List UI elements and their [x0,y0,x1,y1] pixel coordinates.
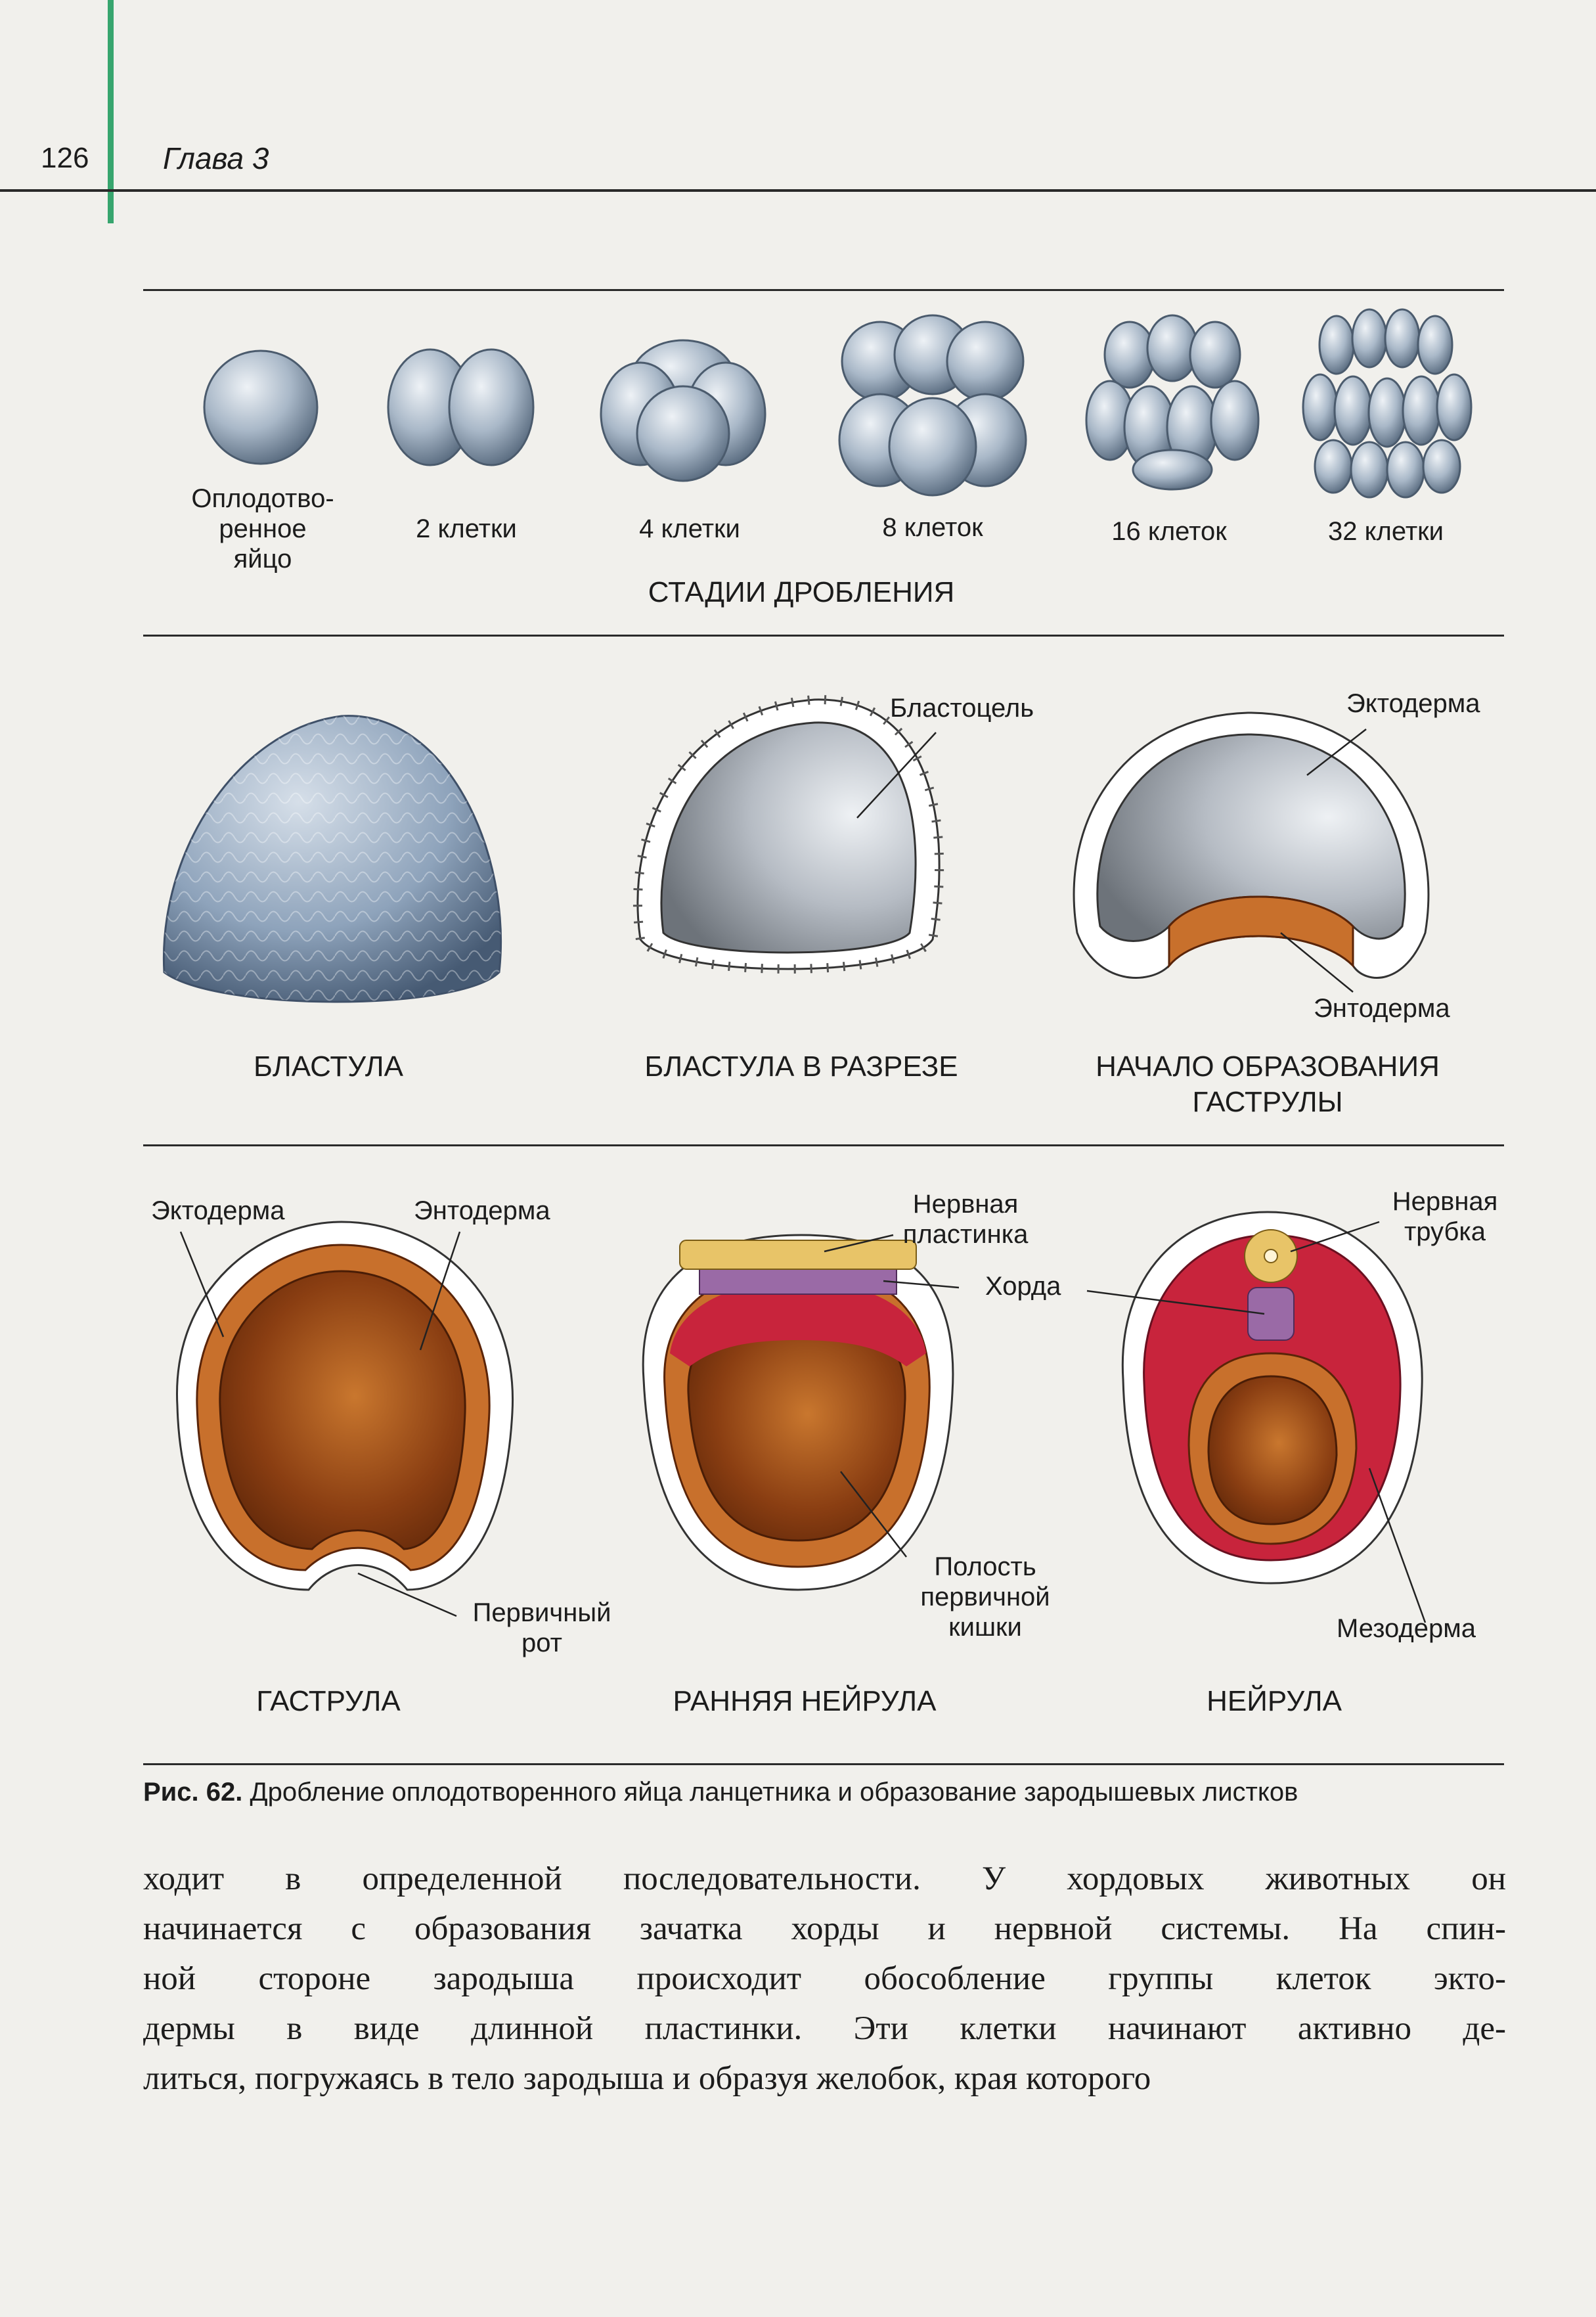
gastrulation-start-title-2: ГАСТРУЛЫ [1192,1086,1343,1118]
four-cells-illustration [601,340,765,481]
stage-label-egg-2: ренное [219,514,307,543]
label-neural-plate-1: Нервная [912,1190,1019,1219]
fertilized-egg-illustration [204,351,317,464]
body-text [143,1854,1506,2103]
label-endoderm-gastrulation: Энтодерма [1314,994,1450,1023]
figure-caption [143,1778,1298,1807]
body-line: начинается с образования зачатка хорды и нервной системы. На спин- [143,1910,1506,1947]
two-cells-illustration [388,349,533,465]
label-primary-gut-2: первичной [920,1583,1050,1611]
chapter-title: Глава 3 [163,141,269,175]
figure-caption-text: Дробление оплодотворенного яйца ланцетника и образование зародышевых листков [250,1778,1298,1807]
thirty-two-cells-illustration [1303,309,1471,497]
label-notochord: Хорда [985,1272,1061,1301]
label-ectoderm-gastrula: Эктодерма [151,1196,285,1225]
label-endoderm-gastrula: Энтодерма [414,1196,550,1225]
figure-number: Рис. 62. [143,1778,243,1807]
body-line: ходит в определенной последовательности. У хордовых животных он [143,1860,1506,1897]
label-neural-plate-2: пластинка [902,1220,1029,1249]
label-primary-mouth-1: Первичный [472,1598,611,1627]
stage-label-32-cells: 32 клетки [1328,517,1444,546]
blastula-illustration [164,716,500,1002]
body-line: ной стороне зародыша происходит обособление группы клеток экто- [143,1960,1506,1997]
blastula-section-title: БЛАСТУЛА В РАЗРЕЗЕ [644,1050,958,1083]
label-primary-gut-1: Полость [934,1552,1036,1581]
stage-label-16-cells: 16 клеток [1111,517,1227,546]
early-neurula-illustration [643,1235,953,1590]
body-line: литься, погружаясь в тело зародыша и образуя желобок, края которого [143,2060,1151,2097]
gastrula-illustration [177,1222,512,1590]
stage-label-egg-1: Оплодотво- [191,484,334,513]
blastula-title: БЛАСТУЛА [253,1050,404,1083]
early-neurula-title: РАННЯЯ НЕЙРУЛА [673,1685,937,1717]
stage-label-egg-3: яйцо [233,545,292,574]
neurula-illustration [1122,1212,1422,1583]
stage-label-8-cells: 8 клеток [882,513,983,542]
label-mesoderm: Мезодерма [1337,1614,1476,1643]
early-gastrula-illustration [1074,713,1429,978]
label-neural-tube-2: трубка [1404,1217,1486,1246]
blastula-section-illustration [638,700,939,969]
eight-cells-illustration [839,315,1026,495]
stage-label-2-cells: 2 клетки [416,514,517,543]
label-neural-tube-1: Нервная [1392,1187,1498,1216]
label-ectoderm-gastrulation: Эктодерма [1346,689,1480,718]
body-line: дермы в виде длинной пластинки. Эти клетки начинают активно де- [143,2010,1506,2047]
label-blastocoel: Бластоцель [890,694,1034,723]
neurula-title: НЕЙРУЛА [1207,1685,1342,1717]
cleavage-stages-title: СТАДИИ ДРОБЛЕНИЯ [648,576,955,608]
label-primary-gut-3: кишки [948,1613,1022,1642]
stage-label-4-cells: 4 клетки [639,514,740,543]
sixteen-cells-illustration [1086,315,1258,489]
gastrula-title: ГАСТРУЛА [256,1685,401,1717]
page-number: 126 [41,142,89,174]
gastrulation-start-title-1: НАЧАЛО ОБРАЗОВАНИЯ [1096,1050,1440,1083]
label-primary-mouth-2: рот [521,1629,562,1657]
